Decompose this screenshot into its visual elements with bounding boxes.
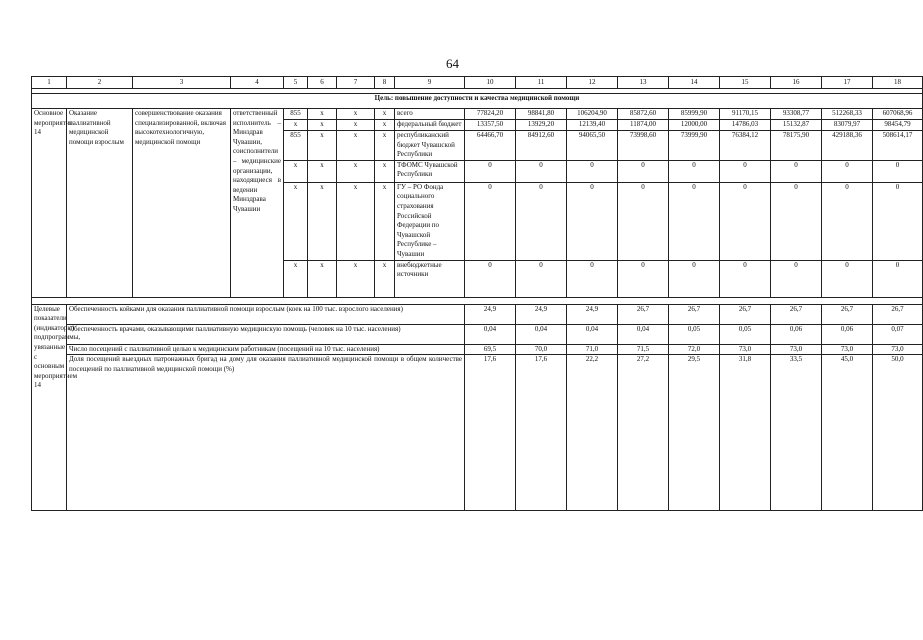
funding-source-cell: ТФОМС Чувашской Республики bbox=[395, 160, 465, 182]
column-number: 9 bbox=[395, 77, 465, 89]
event-executor-cell: ответственный исполнитель – Минздрав Чувашии, соисполнители – медицинские организации, находящиеся в ведении Минздрава Чувашии bbox=[231, 109, 284, 298]
indicator-text-cell: Обеспеченность койками для оказания паллиативной помощи взрослым (коек на 100 тыс. взрослого населения) bbox=[67, 304, 465, 324]
funding-source-cell: всего bbox=[395, 109, 465, 120]
funding-value-cell: 76384,12 bbox=[720, 131, 771, 161]
funding-value-cell: 15132,87 bbox=[771, 120, 822, 131]
funding-value-cell: 13929,20 bbox=[516, 120, 567, 131]
funding-value-cell: 98841,80 bbox=[516, 109, 567, 120]
budget-code-cell: x bbox=[308, 160, 337, 182]
budget-code-cell: x bbox=[337, 131, 375, 161]
indicator-value-cell: 0,06 bbox=[771, 324, 822, 344]
funding-value-cell: 0 bbox=[873, 260, 923, 297]
funding-value-cell: 93308,77 bbox=[771, 109, 822, 120]
budget-code-cell: x bbox=[337, 182, 375, 260]
funding-value-cell: 85872,60 bbox=[618, 109, 669, 120]
funding-value-cell: 512268,33 bbox=[822, 109, 873, 120]
funding-source-cell: ГУ – РО Фонда социального страхования Российской Федерации по Чувашской Республике – Чувашии bbox=[395, 182, 465, 260]
budget-code-cell: x bbox=[284, 182, 308, 260]
event-name-cell: Оказание паллиативной медицинской помощи взрослым bbox=[67, 109, 133, 298]
column-number: 3 bbox=[133, 77, 231, 89]
indicator-value-cell: 26,7 bbox=[669, 304, 720, 324]
funding-value-cell: 0 bbox=[465, 260, 516, 297]
indicator-row bbox=[32, 355, 923, 511]
indicator-value-cell: 24,9 bbox=[516, 304, 567, 324]
budget-code-cell: x bbox=[337, 109, 375, 120]
budget-code-cell: x bbox=[284, 120, 308, 131]
column-number: 4 bbox=[231, 77, 284, 89]
indicator-value-cell: 72,0 bbox=[669, 344, 720, 355]
budget-code-cell: x bbox=[375, 160, 395, 182]
funding-value-cell: 0 bbox=[618, 160, 669, 182]
funding-value-cell: 607068,96 bbox=[873, 109, 923, 120]
column-number: 17 bbox=[822, 77, 873, 89]
indicator-value-cell: 26,7 bbox=[618, 304, 669, 324]
funding-value-cell: 0 bbox=[669, 182, 720, 260]
indicator-value-cell: 17,6 bbox=[516, 355, 567, 511]
column-number: 7 bbox=[337, 77, 375, 89]
funding-value-cell: 0 bbox=[465, 160, 516, 182]
indicator-value-cell: 0,04 bbox=[618, 324, 669, 344]
funding-value-cell: 106204,90 bbox=[567, 109, 618, 120]
indicator-text-cell: Обеспеченность врачами, оказывающими паллиативную медицинскую помощь (человек на 10 тыс. населения) bbox=[67, 324, 465, 344]
indicator-value-cell: 24,9 bbox=[567, 304, 618, 324]
funding-value-cell: 0 bbox=[618, 260, 669, 297]
indicator-text-cell: Число посещений с паллиативной целью к медицинским работникам (посещений на 10 тыс. населения) bbox=[67, 344, 465, 355]
indicator-value-cell: 27,2 bbox=[618, 355, 669, 511]
budget-code-cell: x bbox=[308, 260, 337, 297]
funding-value-cell: 0 bbox=[516, 182, 567, 260]
budget-code-cell: x bbox=[308, 131, 337, 161]
funding-value-cell: 0 bbox=[873, 182, 923, 260]
indicator-row bbox=[32, 324, 923, 344]
page-number: 64 bbox=[446, 56, 459, 71]
funding-value-cell: 0 bbox=[771, 182, 822, 260]
spacer-cell bbox=[32, 297, 923, 304]
indicator-row bbox=[32, 344, 923, 355]
funding-value-cell: 0 bbox=[567, 182, 618, 260]
funding-source-cell: внебюджетные источники bbox=[395, 260, 465, 297]
funding-value-cell: 0 bbox=[567, 160, 618, 182]
funding-value-cell: 14786,03 bbox=[720, 120, 771, 131]
column-number: 10 bbox=[465, 77, 516, 89]
column-number: 16 bbox=[771, 77, 822, 89]
funding-value-cell: 12000,00 bbox=[669, 120, 720, 131]
budget-code-cell: x bbox=[375, 109, 395, 120]
budget-code-cell: x bbox=[308, 182, 337, 260]
event-type-cell: Основное мероприятие 14 bbox=[32, 109, 67, 298]
funding-value-cell: 0 bbox=[465, 182, 516, 260]
funding-value-cell: 0 bbox=[771, 260, 822, 297]
budget-code-cell: x bbox=[308, 109, 337, 120]
funding-value-cell: 98454,79 bbox=[873, 120, 923, 131]
indicator-value-cell: 0,05 bbox=[720, 324, 771, 344]
program-table bbox=[31, 76, 923, 511]
indicator-text-cell: Доля посещений выездных патронажных бригад на дому для оказания паллиативной медицинской помощи в общем количестве посещений по паллиативной медицинской помощи (%) bbox=[67, 355, 465, 511]
funding-source-cell: федеральный бюджет bbox=[395, 120, 465, 131]
indicator-value-cell: 73,0 bbox=[822, 344, 873, 355]
event-task-cell: совершенствование оказания специализированной, включая высокотехнологичную, медицинской помощи bbox=[133, 109, 231, 298]
column-number: 12 bbox=[567, 77, 618, 89]
funding-value-cell: 0 bbox=[669, 260, 720, 297]
indicator-value-cell: 24,9 bbox=[465, 304, 516, 324]
indicator-value-cell: 45,0 bbox=[822, 355, 873, 511]
funding-value-cell: 12139,40 bbox=[567, 120, 618, 131]
funding-value-cell: 85999,90 bbox=[669, 109, 720, 120]
funding-value-cell: 0 bbox=[567, 260, 618, 297]
indicator-value-cell: 73,0 bbox=[771, 344, 822, 355]
funding-value-cell: 0 bbox=[720, 182, 771, 260]
indicator-value-cell: 31,8 bbox=[720, 355, 771, 511]
budget-code-cell: x bbox=[337, 260, 375, 297]
budget-code-cell: x bbox=[284, 260, 308, 297]
budget-code-cell: x bbox=[337, 120, 375, 131]
indicator-value-cell: 50,0 bbox=[873, 355, 923, 511]
funding-value-cell: 11874,00 bbox=[618, 120, 669, 131]
budget-code-cell: x bbox=[375, 260, 395, 297]
indicator-value-cell: 33,5 bbox=[771, 355, 822, 511]
budget-code-cell: x bbox=[284, 160, 308, 182]
funding-value-cell: 94065,50 bbox=[567, 131, 618, 161]
funding-value-cell: 0 bbox=[873, 160, 923, 182]
goal-title: Цель: повышение доступности и качества медицинской помощи bbox=[32, 94, 923, 109]
funding-value-cell: 83079,97 bbox=[822, 120, 873, 131]
funding-source-cell: республиканский бюджет Чувашской Республики bbox=[395, 131, 465, 161]
funding-value-cell: 0 bbox=[822, 160, 873, 182]
column-number: 14 bbox=[669, 77, 720, 89]
budget-code-cell: x bbox=[375, 120, 395, 131]
funding-value-cell: 0 bbox=[618, 182, 669, 260]
column-number: 15 bbox=[720, 77, 771, 89]
column-number: 8 bbox=[375, 77, 395, 89]
funding-value-cell: 508614,17 bbox=[873, 131, 923, 161]
budget-code-cell: x bbox=[375, 131, 395, 161]
indicator-value-cell: 69,5 bbox=[465, 344, 516, 355]
budget-code-cell: x bbox=[375, 182, 395, 260]
indicator-value-cell: 26,7 bbox=[771, 304, 822, 324]
indicator-row bbox=[32, 304, 923, 324]
indicator-value-cell: 26,7 bbox=[720, 304, 771, 324]
column-number: 18 bbox=[873, 77, 923, 89]
column-number: 1 bbox=[32, 77, 67, 89]
indicator-value-cell: 17,6 bbox=[465, 355, 516, 511]
indicator-value-cell: 0,04 bbox=[465, 324, 516, 344]
indicator-value-cell: 0,07 bbox=[873, 324, 923, 344]
indicator-value-cell: 26,7 bbox=[822, 304, 873, 324]
spacer-row bbox=[32, 297, 923, 304]
funding-value-cell: 0 bbox=[720, 160, 771, 182]
indicator-value-cell: 71,0 bbox=[567, 344, 618, 355]
indicator-value-cell: 29,5 bbox=[669, 355, 720, 511]
budget-code-cell: x bbox=[308, 120, 337, 131]
indicator-value-cell: 0,05 bbox=[669, 324, 720, 344]
funding-value-cell: 77824,20 bbox=[465, 109, 516, 120]
funding-value-cell: 0 bbox=[516, 160, 567, 182]
funding-value-cell: 0 bbox=[822, 260, 873, 297]
column-number: 6 bbox=[308, 77, 337, 89]
funding-value-cell: 13357,50 bbox=[465, 120, 516, 131]
budget-code-cell: x bbox=[337, 160, 375, 182]
funding-value-cell: 78175,90 bbox=[771, 131, 822, 161]
column-number: 11 bbox=[516, 77, 567, 89]
funding-value-cell: 64466,70 bbox=[465, 131, 516, 161]
indicator-value-cell: 73,0 bbox=[720, 344, 771, 355]
indicator-value-cell: 0,06 bbox=[822, 324, 873, 344]
column-number: 13 bbox=[618, 77, 669, 89]
budget-code-cell: 855 bbox=[284, 131, 308, 161]
funding-value-cell: 0 bbox=[771, 160, 822, 182]
funding-value-cell: 0 bbox=[822, 182, 873, 260]
indicator-value-cell: 0,04 bbox=[516, 324, 567, 344]
indicator-value-cell: 70,0 bbox=[516, 344, 567, 355]
funding-value-cell: 84912,60 bbox=[516, 131, 567, 161]
funding-value-cell: 0 bbox=[720, 260, 771, 297]
funding-value-cell: 73998,60 bbox=[618, 131, 669, 161]
column-number: 2 bbox=[67, 77, 133, 89]
indicator-value-cell: 22,2 bbox=[567, 355, 618, 511]
funding-value-cell: 73999,90 bbox=[669, 131, 720, 161]
indicator-value-cell: 0,04 bbox=[567, 324, 618, 344]
indicator-value-cell: 73,0 bbox=[873, 344, 923, 355]
funding-value-cell: 429188,36 bbox=[822, 131, 873, 161]
indicators-label-cell: Целевые показатели (индикаторы) подпрограммы, увязанные с основным мероприятием 14 bbox=[32, 304, 67, 511]
indicator-value-cell: 71,5 bbox=[618, 344, 669, 355]
funding-value-cell: 0 bbox=[516, 260, 567, 297]
column-number: 5 bbox=[284, 77, 308, 89]
indicator-value-cell: 26,7 bbox=[873, 304, 923, 324]
funding-value-cell: 0 bbox=[669, 160, 720, 182]
budget-code-cell: 855 bbox=[284, 109, 308, 120]
funding-value-cell: 91170,15 bbox=[720, 109, 771, 120]
column-number-row bbox=[32, 77, 923, 89]
funding-row bbox=[32, 109, 923, 120]
